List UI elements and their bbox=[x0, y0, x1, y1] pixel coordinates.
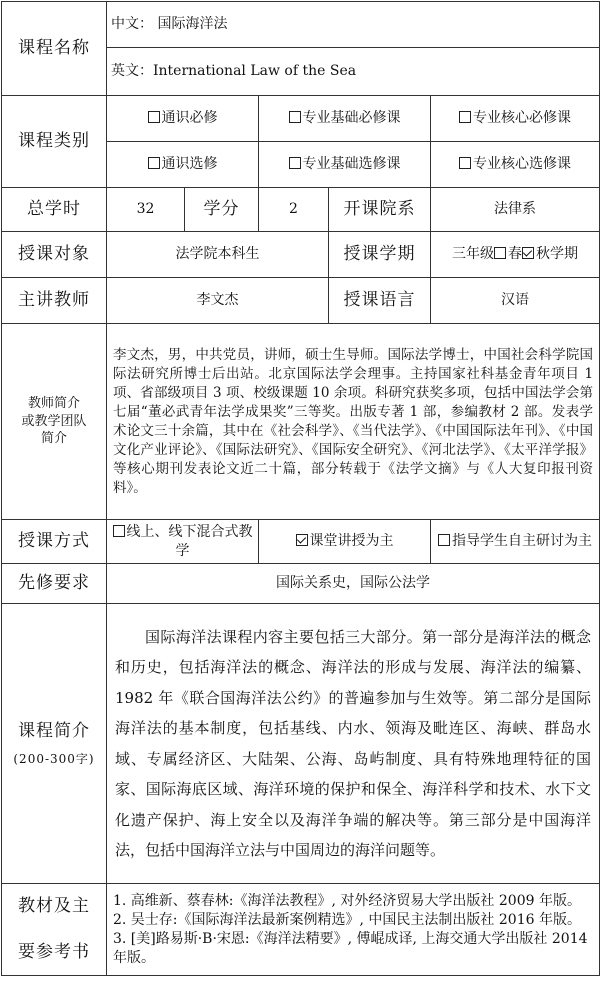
references-label: 教材及主 要参考书 bbox=[2, 884, 107, 976]
department-label: 开课院系 bbox=[329, 188, 431, 232]
course-intro-label: 课程简介 bbox=[18, 720, 90, 741]
checkbox-icon[interactable] bbox=[113, 525, 125, 537]
checkbox-icon[interactable] bbox=[289, 157, 301, 169]
audience-value: 法学院本科生 bbox=[107, 232, 329, 278]
course-intro-text: 国际海洋法课程内容主要包括三大部分。第一部分是海洋法的概念和历史，包括海洋法的概念、海洋法的形成与发展、海洋法的编纂、1982 年《联合国海洋法公约》的普遍参加与生效等。第二部分是国际海洋法的基本制度，包括基线、内水、领海及毗连区、海峡、群岛水域、专属经济区、大陆架、公海、岛屿制度、具有特殊地理特征的国家、国际海底区域、海洋环境的保护和保全、海洋科学和技术、水下文化遗产保护、海上安全以及海洋争端的解决等。第三部分是中国海洋法，包括中国海洋立法与中国周边的海洋问题等。 bbox=[107, 604, 600, 884]
language-label: 授课语言 bbox=[329, 278, 431, 324]
prerequisite-value: 国际关系史，国际公法学 bbox=[107, 564, 600, 604]
spring-checkbox-icon[interactable] bbox=[494, 247, 506, 259]
department-value: 法律系 bbox=[431, 188, 600, 232]
category-option[interactable]: 专业基础必修课 bbox=[259, 96, 431, 142]
category-option[interactable]: 专业核心选修课 bbox=[431, 142, 600, 188]
english-prefix: 英文： bbox=[111, 63, 153, 80]
checkbox-icon[interactable] bbox=[148, 157, 160, 169]
reference-item: 3. [美]路易斯·B·宋恩:《海洋法精要》, 傅崐成译, 上海交通大学出版社 2014 年版。 bbox=[113, 930, 588, 966]
credit-label: 学分 bbox=[185, 188, 259, 232]
course-name-english-cell bbox=[107, 48, 600, 96]
course-name-label: 课程名称 bbox=[2, 2, 107, 96]
reference-item: 2. 吴士存:《国际海洋法最新案例精选》, 中国民主法制出版社 2016 年版。 bbox=[113, 911, 581, 928]
references-list bbox=[107, 884, 600, 976]
checkbox-icon[interactable] bbox=[459, 157, 471, 169]
teacher-label: 主讲教师 bbox=[2, 278, 107, 324]
total-hours-value: 32 bbox=[107, 188, 185, 232]
credit-value: 2 bbox=[259, 188, 329, 232]
course-intro-word-limit: (200-300字) bbox=[13, 751, 95, 766]
category-option[interactable]: 专业核心必修课 bbox=[431, 96, 600, 142]
autumn-checkbox-icon[interactable] bbox=[522, 247, 534, 259]
teaching-mode-option[interactable]: 课堂讲授为主 bbox=[259, 520, 431, 564]
teaching-mode-option[interactable]: 指导学生自主研讨为主 bbox=[431, 520, 600, 564]
course-category-label: 课程类别 bbox=[2, 96, 107, 188]
teacher-value: 李文杰 bbox=[107, 278, 329, 324]
reference-item: 1. 高维新、蔡春林:《海洋法教程》, 对外经济贸易大学出版社 2009 年版。 bbox=[113, 892, 581, 909]
course-name-chinese: 中文： 国际海洋法 bbox=[107, 2, 600, 48]
course-info-table bbox=[1, 1, 600, 976]
term-label: 授课学期 bbox=[329, 232, 431, 278]
language-value: 汉语 bbox=[431, 278, 600, 324]
course-name-english: International Law of the Sea bbox=[153, 63, 357, 80]
prerequisite-label: 先修要求 bbox=[2, 564, 107, 604]
total-hours-label: 总学时 bbox=[2, 188, 107, 232]
category-option[interactable]: 通识必修 bbox=[107, 96, 259, 142]
checkbox-icon[interactable] bbox=[459, 111, 471, 123]
checked-checkbox-icon[interactable] bbox=[296, 534, 308, 546]
term-value: 三年级 春 秋学期 bbox=[431, 232, 600, 278]
audience-label: 授课对象 bbox=[2, 232, 107, 278]
checkbox-icon[interactable] bbox=[438, 534, 450, 546]
teacher-intro-text: 李文杰，男，中共党员，讲师，硕士生导师。国际法学博士，中国社会科学院国际法研究所博士后出站。北京国际法学会理事。主持国家社科基金青年项目 1 项、省部级项目 3 项、校级课题 10 余项。科研究获奖多项，包括中国法学会第七届“董必武青年法学成果奖”三等奖。出版专著 1 部，参编教材 2 部。发表学术论文三十余篇，其中在《社会科学》、《当代法学》、《中国国际法年刊》、《中国文化产业评论》、《国际法研究》、《国际安全研究》、《河北法学》、《太平洋学报》等核心期刊发表论文近二十篇，部分转载于《法学文摘》与《人大复印报刊资料》。 bbox=[107, 324, 600, 520]
category-option[interactable]: 通识选修 bbox=[107, 142, 259, 188]
course-intro-label-cell bbox=[2, 604, 107, 884]
checkbox-icon[interactable] bbox=[148, 111, 160, 123]
teaching-mode-label: 授课方式 bbox=[2, 520, 107, 564]
teaching-mode-option[interactable]: 线上、线下混合式教学 bbox=[107, 520, 259, 564]
checkbox-icon[interactable] bbox=[289, 111, 301, 123]
category-option[interactable]: 专业基础选修课 bbox=[259, 142, 431, 188]
teacher-intro-label: 教师简介 或教学团队 简介 bbox=[2, 324, 107, 520]
